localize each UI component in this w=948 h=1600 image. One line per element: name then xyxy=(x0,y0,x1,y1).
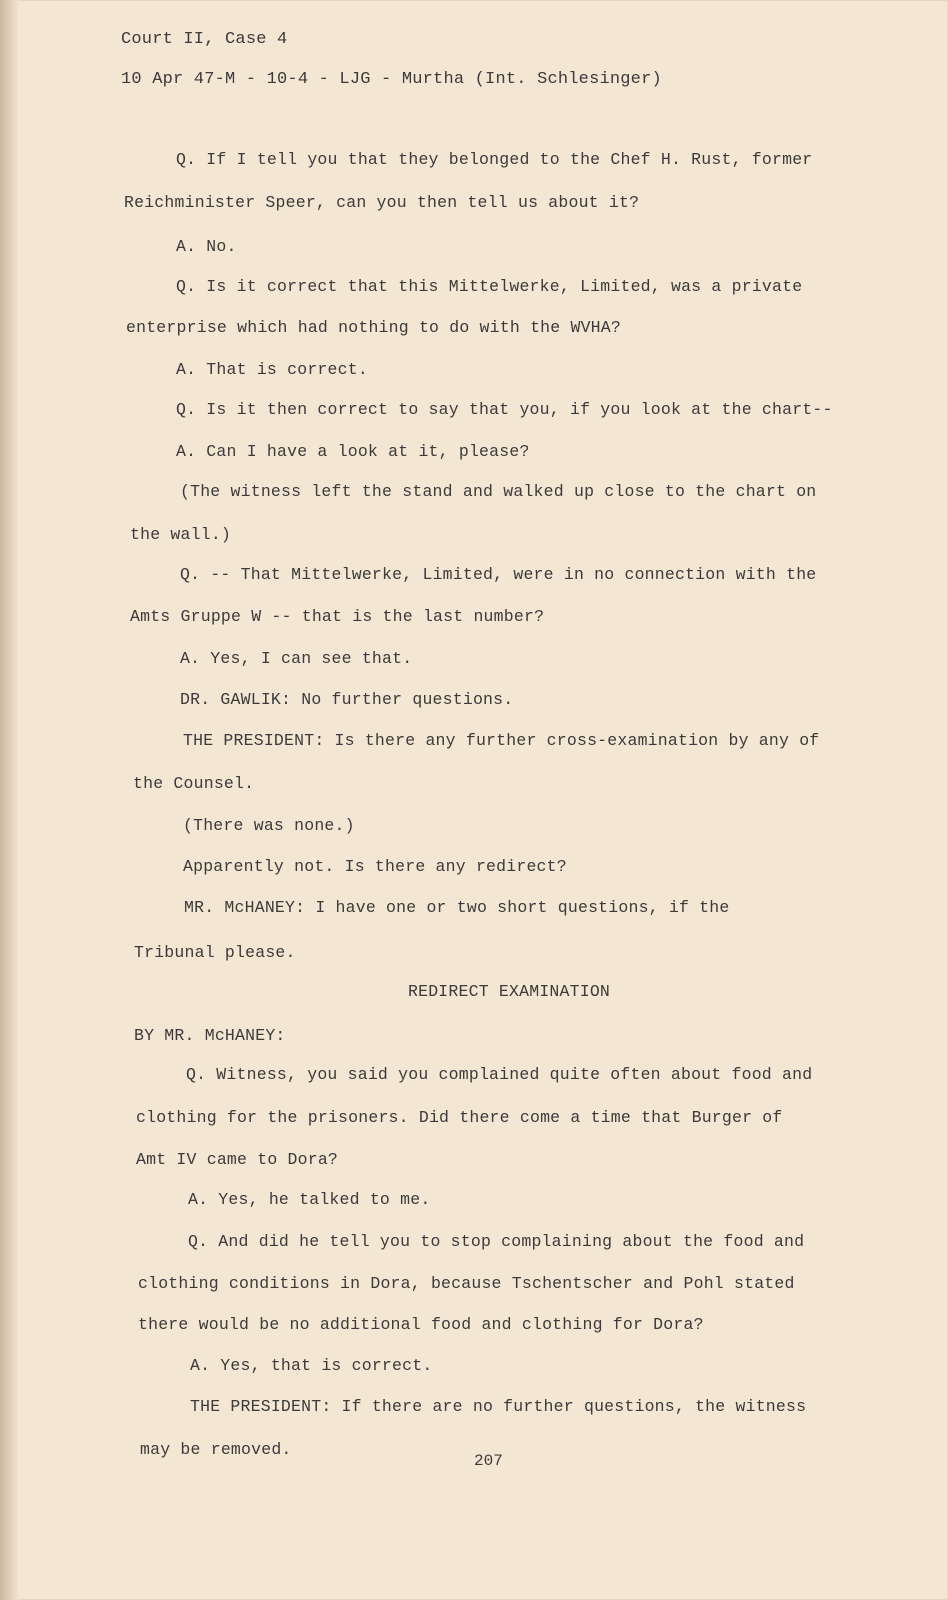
section-heading: REDIRECT EXAMINATION xyxy=(408,982,611,1001)
transcript-line: Q. And did he tell you to stop complaining about the food and xyxy=(188,1232,805,1251)
transcript-line: THE PRESIDENT: If there are no further questions, the witness xyxy=(190,1397,807,1416)
page-number: 207 xyxy=(474,1452,503,1470)
transcript-line: Q. Witness, you said you complained quite often about food and xyxy=(186,1065,813,1084)
transcript-line: the wall.) xyxy=(130,525,232,544)
transcript-line: A. Yes, that is correct. xyxy=(190,1356,433,1375)
transcript-line: A. That is correct. xyxy=(176,360,368,379)
transcript-line: the Counsel. xyxy=(133,774,255,793)
transcript-line: enterprise which had nothing to do with the WVHA? xyxy=(126,318,621,337)
transcript-line: clothing conditions in Dora, because Tschentscher and Pohl stated xyxy=(138,1274,795,1293)
examiner-line: BY MR. McHANEY: xyxy=(134,1026,286,1045)
page-edge xyxy=(0,0,18,1600)
transcript-line: Q. Is it correct that this Mittelwerke, Limited, was a private xyxy=(176,277,803,296)
transcript-line: Q. -- That Mittelwerke, Limited, were in no connection with the xyxy=(180,565,817,584)
transcript-line: Q. If I tell you that they belonged to the Chef H. Rust, former xyxy=(176,150,813,169)
transcript-line: THE PRESIDENT: Is there any further cross-examination by any of xyxy=(183,731,820,750)
transcript-line: Reichminister Speer, can you then tell us about it? xyxy=(124,193,640,212)
transcript-line: MR. McHANEY: I have one or two short questions, if the xyxy=(184,898,730,917)
transcript-line: A. Can I have a look at it, please? xyxy=(176,442,530,461)
transcript-line: Q. Is it then correct to say that you, if you look at the chart-- xyxy=(176,400,833,419)
transcript-line: A. No. xyxy=(176,237,237,256)
transcript-line: DR. GAWLIK: No further questions. xyxy=(180,690,514,709)
transcript-line: Amts Gruppe W -- that is the last number? xyxy=(130,607,545,626)
transcript-line: clothing for the prisoners. Did there come a time that Burger of xyxy=(136,1108,783,1127)
transcript-line: A. Yes, I can see that. xyxy=(180,649,413,668)
header-session: 10 Apr 47-M - 10-4 - LJG - Murtha (Int. Schlesinger) xyxy=(121,70,662,89)
transcript-line: Amt IV came to Dora? xyxy=(136,1150,339,1169)
transcript-line: A. Yes, he talked to me. xyxy=(188,1190,431,1209)
transcript-line: there would be no additional food and clothing for Dora? xyxy=(138,1315,704,1334)
header-court: Court II, Case 4 xyxy=(121,30,288,49)
transcript-line: may be removed. xyxy=(140,1440,292,1459)
transcript-line: Tribunal please. xyxy=(134,943,296,962)
transcript-line: (The witness left the stand and walked up close to the chart on xyxy=(180,482,817,501)
transcript-line: (There was none.) xyxy=(183,816,355,835)
transcript-line: Apparently not. Is there any redirect? xyxy=(183,857,567,876)
